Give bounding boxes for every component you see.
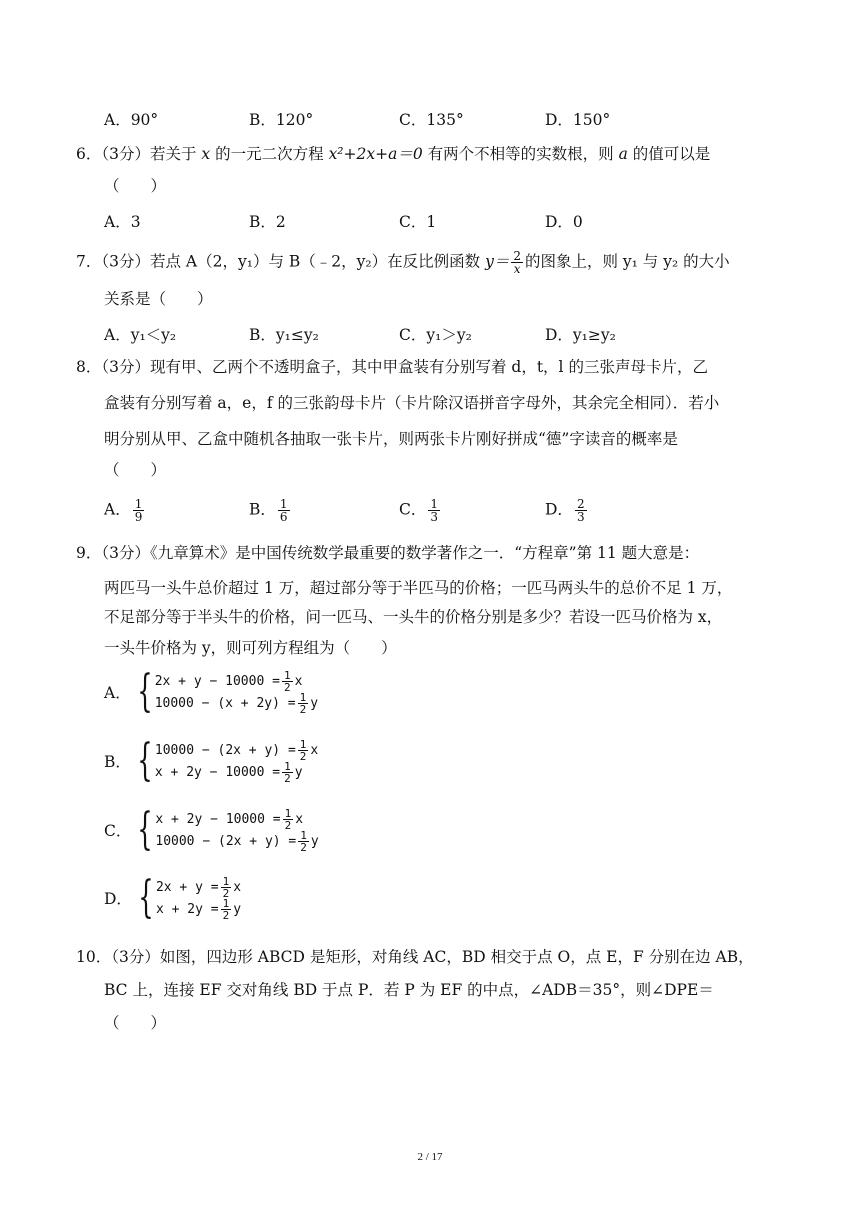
eq-var: y <box>233 901 242 917</box>
frac-num: 1 <box>299 737 307 751</box>
page-number: 2 / 17 <box>417 1151 443 1163</box>
frac-den: 2 <box>300 840 307 854</box>
frac-num: 1 <box>134 497 143 511</box>
q7-option-a: A．y₁＜y₂ <box>104 326 177 344</box>
equation-2 <box>156 898 241 920</box>
equation-1 <box>155 808 318 830</box>
frac-den: 2 <box>299 749 307 763</box>
eq-lhs: 10000 − (2x + y) = <box>154 742 296 758</box>
q9-line1: 9．（3分）《九章算术》是中国传统数学最重要的数学著作之一．“方程章”第 11 题大意是： <box>76 544 700 562</box>
q8-option-d-label: D． <box>545 500 573 519</box>
frac-num: 1 <box>279 497 288 511</box>
frac-den: 3 <box>576 510 585 524</box>
equation-2 <box>155 761 318 783</box>
equation-pair <box>155 670 318 714</box>
q6-option-d: D．0 <box>545 213 583 231</box>
frac-num: 1 <box>284 759 291 773</box>
q6-equation: x²+2x+a＝0 <box>328 145 423 163</box>
q9-option-a-label: A． <box>104 684 131 702</box>
frac-num: 1 <box>222 874 230 888</box>
eq-lhs: 10000 − (2x + y) = <box>155 833 297 849</box>
q7-prefix: 7．（3分）若点 <box>76 252 181 271</box>
q9-option-d <box>104 872 242 923</box>
frac-num: 2 <box>576 497 585 511</box>
q7-func-lhs: y＝ <box>485 252 510 271</box>
frac-den: 3 <box>430 510 439 524</box>
q10-line3: （ ） <box>104 1014 167 1032</box>
q6-prefix: 6．（3分）若关于 <box>76 145 197 163</box>
equation-pair <box>155 808 318 852</box>
brace: { <box>137 735 153 786</box>
frac-den: 2 <box>222 886 230 900</box>
q8-line1: 8．（3分）现有甲、乙两个不透明盒子，其中甲盒装有分别写着 d，t，l 的三张声母卡片，乙 <box>76 358 708 376</box>
brace: { <box>138 872 154 923</box>
eq-lhs: x + 2y − 10000 = <box>155 811 281 827</box>
q6-var-a: a <box>618 145 628 163</box>
q6-option-b: B．2 <box>249 213 286 231</box>
half-fraction <box>298 830 309 853</box>
q8-option-c-fraction <box>428 498 440 523</box>
q10-line1: 10．（3分）如图，四边形 ABCD 是矩形，对角线 AC，BD 相交于点 O，点 E，F 分别在边 AB， <box>76 948 754 966</box>
frac-num: 1 <box>222 896 230 910</box>
eq-var: y <box>310 695 319 711</box>
q6-option-c: C．1 <box>399 213 437 231</box>
eq-lhs: x + 2y − 10000 = <box>154 764 281 780</box>
eq-lhs: 10000 − (x + 2y) = <box>154 695 296 711</box>
equation-1 <box>155 739 318 761</box>
eq-var: x <box>295 811 304 827</box>
q8-line3: 明分别从甲、乙盒中随机各抽取一张卡片，则两张卡片刚好拼成“德”字读音的概率是 <box>104 430 678 448</box>
q7-fraction <box>511 250 523 275</box>
equation-pair <box>155 739 318 783</box>
q8-line4: （ ） <box>104 461 167 479</box>
q6-text1: 的一元二次方程 <box>215 145 324 163</box>
frac-den: 2 <box>283 680 291 694</box>
q6-paren: （ ） <box>104 177 167 195</box>
equation-2 <box>155 830 318 852</box>
brace: { <box>137 666 153 717</box>
equation-1 <box>156 876 241 898</box>
q5-option-c: C．135° <box>399 111 464 129</box>
q7-option-c: C．y₁＞y₂ <box>399 326 472 344</box>
q9-line3: 不足部分等于半头牛的价格，问一匹马、一头牛的价格分别是多少？若设一匹马价格为 x， <box>104 608 723 626</box>
q9-option-b-label: B． <box>104 753 131 771</box>
frac-num: 1 <box>300 828 307 842</box>
q6-option-a: A．3 <box>104 213 141 231</box>
q9-option-b <box>104 735 319 786</box>
q8-option-a-fraction <box>133 498 145 523</box>
half-fraction <box>298 692 309 715</box>
q9-option-d-label: D． <box>104 890 132 908</box>
q8-option-d-fraction <box>575 498 587 523</box>
q7-option-b: B．y₁≤y₂ <box>249 326 319 344</box>
half-fraction <box>282 670 293 693</box>
eq-var: x <box>294 673 303 689</box>
frac-den: 2 <box>222 908 230 922</box>
frac-den: 2 <box>284 818 292 832</box>
eq-var: x <box>233 879 242 895</box>
q9-option-c-label: C． <box>104 822 132 840</box>
half-fraction <box>283 808 294 831</box>
equation-pair <box>156 876 241 920</box>
q7-frac-den: x <box>513 262 521 276</box>
q8-option-c-label: C． <box>399 500 427 519</box>
eq-var: y <box>310 833 319 849</box>
q10-line2: BC 上，连接 EF 交对角线 BD 于点 P．若 P 为 EF 的中点，∠ADB＝35°，则∠DPE＝ <box>104 981 714 999</box>
q8-option-a-label: A． <box>104 500 131 519</box>
q7-option-d: D．y₁≥y₂ <box>545 326 616 344</box>
eq-var: x <box>310 742 319 758</box>
q7-frac-num: 2 <box>513 249 521 263</box>
q5-option-b: B．120° <box>249 111 314 129</box>
q6-text3: 的值可以是 <box>632 145 711 163</box>
half-fraction <box>282 761 293 784</box>
q8-option-c <box>399 498 442 523</box>
frac-num: 1 <box>299 690 307 704</box>
q9-line2: 两匹马一头牛总价超过 1 万，超过部分等于半匹马的价格；一匹马两头牛的总价不足 1 万， <box>104 579 733 597</box>
half-fraction <box>298 739 309 762</box>
q8-option-b-label: B． <box>249 500 276 519</box>
equation-1 <box>155 670 318 692</box>
frac-num: 1 <box>430 497 439 511</box>
eq-lhs: 2x + y = <box>155 879 219 895</box>
q8-option-b <box>249 498 292 523</box>
q8-line2: 盒装有分别写着 a，e，f 的三张韵母卡片（卡片除汉语拼音字母外，其余完全相同）．若小 <box>104 394 720 412</box>
brace: { <box>137 804 154 855</box>
q7-point-a: A（2，y₁）与 <box>185 252 284 271</box>
frac-num: 1 <box>283 668 291 682</box>
q6-stem <box>76 143 710 165</box>
frac-den: 9 <box>134 510 143 524</box>
q6-var-x: x <box>201 145 211 163</box>
eq-lhs: x + 2y = <box>155 901 219 917</box>
half-fraction <box>221 898 232 921</box>
q6-text2: 有两个不相等的实数根，则 <box>427 145 614 163</box>
frac-den: 2 <box>299 702 307 716</box>
q9-line4: 一头牛价格为 y，则可列方程组为（ ） <box>104 639 397 657</box>
frac-den: 6 <box>279 510 288 524</box>
eq-var: y <box>294 764 303 780</box>
frac-den: 2 <box>284 771 291 785</box>
q9-option-c <box>104 804 319 855</box>
half-fraction <box>221 876 232 899</box>
q8-option-d <box>545 498 589 523</box>
q5-option-a: A．90° <box>104 111 159 129</box>
equation-2 <box>155 692 318 714</box>
q9-option-a <box>104 666 319 717</box>
q7-line2: 关系是（ ） <box>104 290 213 308</box>
frac-num: 1 <box>284 806 292 820</box>
q7-point-b: B（﹣2，y₂）在反比例函数 <box>288 252 481 271</box>
q7-text-end: 的图象上，则 y₁ 与 y₂ 的大小 <box>524 252 730 271</box>
q5-option-d: D．150° <box>545 111 611 129</box>
q8-option-b-fraction <box>278 498 290 523</box>
eq-lhs: 2x + y − 10000 = <box>154 673 280 689</box>
q7-stem <box>76 250 730 275</box>
q8-option-a <box>104 498 146 523</box>
